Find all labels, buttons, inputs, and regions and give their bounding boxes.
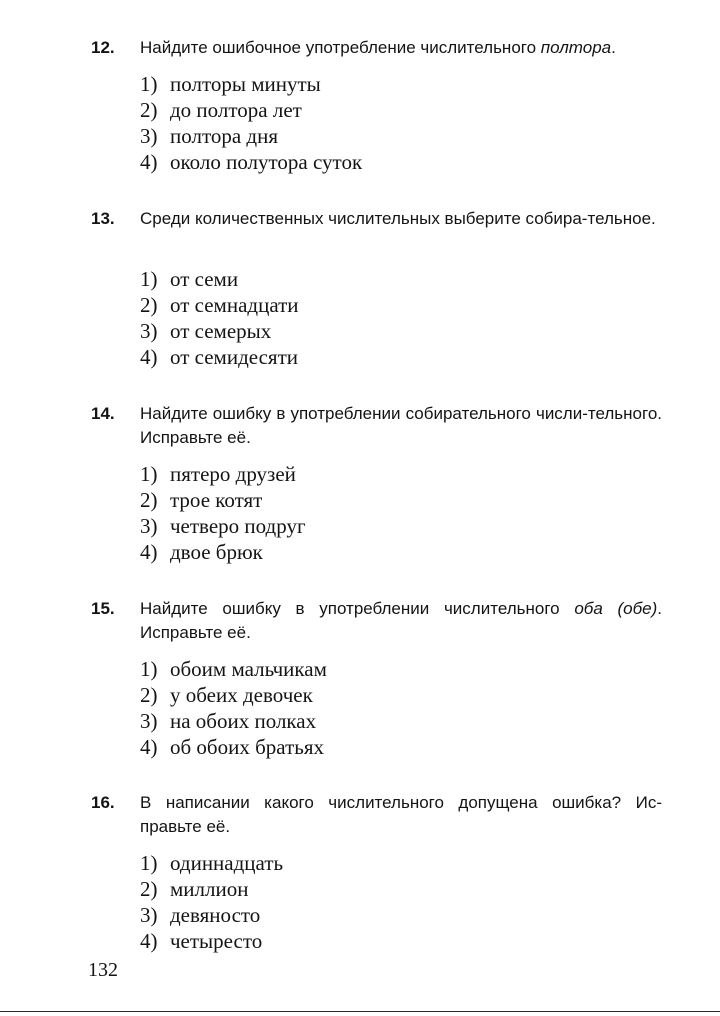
question-text-emphasis: полтора xyxy=(540,38,612,57)
question-text-part: В написании какого числительного допущена ошибка? Ис-правьте её. xyxy=(140,793,662,836)
answer-options xyxy=(140,850,283,954)
answer-option xyxy=(140,123,362,149)
option-number: 2) xyxy=(140,877,158,901)
question-number: 16. xyxy=(91,793,115,812)
question-text-part: . xyxy=(611,38,616,57)
question-number: 14. xyxy=(91,404,115,423)
option-text: миллион xyxy=(170,877,249,901)
answer-option xyxy=(140,734,327,760)
option-text: на обоих полках xyxy=(170,709,317,733)
answer-option xyxy=(140,461,306,487)
page-number: 132 xyxy=(88,959,118,981)
question-text-part: . Исправьте её. xyxy=(140,599,663,642)
option-number: 1) xyxy=(140,851,158,875)
answer-option xyxy=(140,318,299,344)
answer-option xyxy=(140,876,283,902)
option-text: от семи xyxy=(170,267,239,291)
answer-option xyxy=(140,682,327,708)
answer-option xyxy=(140,539,306,565)
answer-option xyxy=(140,292,299,318)
question-text-emphasis: оба (обе) xyxy=(574,599,658,618)
question-text-part: Найдите ошибочное употребление числительного xyxy=(140,38,541,57)
option-number: 3) xyxy=(140,319,158,343)
answer-option xyxy=(140,928,283,954)
question-text xyxy=(140,597,662,645)
option-text: до полтора лет xyxy=(170,98,302,122)
answer-option xyxy=(140,513,306,539)
option-number: 3) xyxy=(140,709,158,733)
answer-option xyxy=(140,850,283,876)
option-text: от семнадцати xyxy=(170,293,299,317)
option-text: обоим мальчикам xyxy=(170,657,327,681)
option-text: пятеро друзей xyxy=(170,462,296,486)
answer-option xyxy=(140,656,327,682)
question-text xyxy=(140,36,662,60)
answer-option xyxy=(140,344,299,370)
option-text: трое котят xyxy=(170,488,263,512)
option-number: 2) xyxy=(140,683,158,707)
option-text: об обоих братьях xyxy=(170,735,324,759)
question-text xyxy=(140,207,662,231)
option-text: полтора дня xyxy=(170,124,278,148)
option-number: 2) xyxy=(140,293,158,317)
option-number: 1) xyxy=(140,462,158,486)
question-text xyxy=(140,402,662,450)
option-number: 4) xyxy=(140,929,158,953)
answer-option xyxy=(140,708,327,734)
option-text: одиннадцать xyxy=(170,851,284,875)
answer-option xyxy=(140,487,306,513)
answer-options xyxy=(140,266,299,370)
option-number: 1) xyxy=(140,267,158,291)
answer-option xyxy=(140,902,283,928)
question-number: 15. xyxy=(91,599,115,618)
option-number: 1) xyxy=(140,72,158,96)
option-text: у обеих девочек xyxy=(170,683,313,707)
option-number: 2) xyxy=(140,98,158,122)
question-number: 12. xyxy=(91,38,115,57)
question-text xyxy=(140,791,662,839)
question-number: 13. xyxy=(91,209,115,228)
option-text: от семидесяти xyxy=(170,345,298,369)
option-text: около полутора суток xyxy=(170,150,363,174)
question-text-part: Найдите ошибку в употреблении числительного xyxy=(140,599,575,618)
answer-options xyxy=(140,461,306,565)
option-number: 4) xyxy=(140,540,158,564)
option-number: 4) xyxy=(140,150,158,174)
option-number: 4) xyxy=(140,735,158,759)
answer-options xyxy=(140,71,362,175)
option-number: 3) xyxy=(140,514,158,538)
option-number: 4) xyxy=(140,345,158,369)
answer-option xyxy=(140,71,362,97)
option-text: девяносто xyxy=(170,903,261,927)
option-text: от семерых xyxy=(170,319,272,343)
question-text-part: Среди количественных числительных выберите собира-тельное. xyxy=(140,209,656,228)
option-text: четыресто xyxy=(170,929,263,953)
option-text: двое брюк xyxy=(170,540,263,564)
answer-option xyxy=(140,266,299,292)
question-text-part: Найдите ошибку в употреблении собирательного числи-тельного. Исправьте её. xyxy=(140,404,662,447)
option-text: полторы минуты xyxy=(170,72,321,96)
page-bottom-rule xyxy=(0,1011,720,1012)
option-text: четверо подруг xyxy=(170,514,306,538)
answer-option xyxy=(140,149,362,175)
answer-options xyxy=(140,656,327,760)
option-number: 3) xyxy=(140,124,158,148)
option-number: 2) xyxy=(140,488,158,512)
option-number: 3) xyxy=(140,903,158,927)
option-number: 1) xyxy=(140,657,158,681)
answer-option xyxy=(140,97,362,123)
